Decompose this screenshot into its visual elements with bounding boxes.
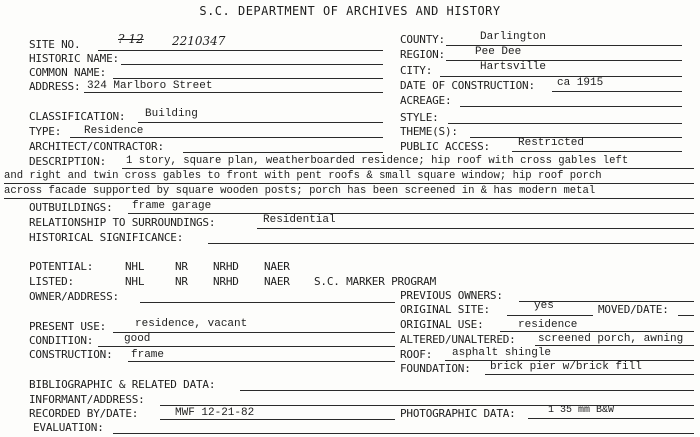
description-rule-1 bbox=[122, 168, 694, 169]
foundation-line bbox=[485, 374, 694, 375]
region-value: Pee Dee bbox=[475, 46, 522, 58]
date-of-construction-line bbox=[552, 91, 682, 92]
original-use-label: ORIGINAL USE: bbox=[400, 318, 484, 331]
present-use-value: residence, vacant bbox=[135, 318, 248, 330]
acreage-label: ACREAGE: bbox=[400, 94, 452, 107]
owner-address-line bbox=[140, 302, 395, 303]
address-line bbox=[84, 92, 383, 93]
sc-marker-program: S.C. MARKER PROGRAM bbox=[314, 275, 437, 288]
address-value: 324 Marlboro Street bbox=[87, 80, 213, 92]
description-rule-2 bbox=[4, 183, 694, 184]
date-of-construction-label: DATE OF CONSTRUCTION: bbox=[400, 79, 535, 92]
construction-label: CONSTRUCTION: bbox=[29, 348, 113, 361]
original-site-line bbox=[507, 315, 593, 316]
classification-label: CLASSIFICATION: bbox=[29, 110, 126, 123]
evaluation-line bbox=[113, 433, 694, 434]
form-title: S.C. DEPARTMENT OF ARCHIVES AND HISTORY bbox=[199, 4, 501, 18]
condition-line bbox=[98, 346, 395, 347]
public-access-label: PUBLIC ACCESS: bbox=[400, 140, 490, 153]
condition-label: CONDITION: bbox=[29, 334, 94, 347]
common-name-line bbox=[113, 78, 383, 79]
classification-line bbox=[138, 122, 383, 123]
recorded-by-value: MWF 12-21-82 bbox=[175, 407, 255, 419]
bibliographic-label: BIBLIOGRAPHIC & RELATED DATA: bbox=[29, 378, 216, 391]
type-value: Residence bbox=[84, 125, 144, 137]
roof-label: ROOF: bbox=[400, 348, 433, 361]
construction-line bbox=[128, 361, 395, 362]
style-line bbox=[448, 123, 682, 124]
original-use-value: residence bbox=[518, 319, 578, 331]
potential-nr: NR bbox=[175, 260, 188, 273]
present-use-label: PRESENT USE: bbox=[29, 320, 107, 333]
potential-label: POTENTIAL: bbox=[29, 260, 94, 273]
altered-label: ALTERED/UNALTERED: bbox=[400, 333, 516, 346]
listed-naer: NAER bbox=[264, 275, 290, 288]
significance-line bbox=[208, 243, 694, 244]
county-value: Darlington bbox=[480, 31, 547, 43]
address-label: ADDRESS: bbox=[29, 80, 81, 93]
evaluation-label: EVALUATION: bbox=[33, 421, 104, 434]
description-line-1: 1 story, square plan, weatherboarded residence; hip roof with cross gables left bbox=[126, 155, 629, 167]
potential-nhl: NHL bbox=[125, 260, 145, 273]
date-of-construction-value: ca 1915 bbox=[557, 77, 604, 89]
type-label: TYPE: bbox=[29, 125, 62, 138]
construction-value: frame bbox=[131, 349, 165, 361]
original-use-line bbox=[500, 331, 694, 332]
site-no-label: SITE NO. bbox=[29, 38, 81, 51]
photographic-line bbox=[528, 418, 694, 419]
owner-address-label: OWNER/ADDRESS: bbox=[29, 290, 119, 303]
listed-nr: NR bbox=[175, 275, 188, 288]
photographic-value: 1 35 mm B&W bbox=[548, 405, 615, 416]
common-name-label: COMMON NAME: bbox=[29, 66, 107, 79]
outbuildings-value: frame garage bbox=[132, 200, 212, 212]
acreage-line bbox=[460, 106, 682, 107]
description-label: DESCRIPTION: bbox=[29, 155, 107, 168]
style-label: STYLE: bbox=[400, 111, 439, 124]
previous-owners-label: PREVIOUS OWNERS: bbox=[400, 289, 503, 302]
foundation-value: brick pier w/brick fill bbox=[490, 361, 642, 373]
moved-date-label: MOVED/DATE: bbox=[598, 303, 669, 316]
public-access-line bbox=[512, 151, 682, 152]
classification-value: Building bbox=[145, 108, 198, 120]
type-line bbox=[70, 137, 383, 138]
listed-nrhd: NRHD bbox=[213, 275, 239, 288]
listed-nhl: NHL bbox=[125, 275, 145, 288]
photographic-label: PHOTOGRAPHIC DATA: bbox=[400, 407, 516, 420]
moved-date-line bbox=[678, 315, 694, 316]
relationship-line bbox=[257, 228, 694, 229]
altered-line bbox=[535, 345, 694, 346]
recorded-by-label: RECORDED BY/DATE: bbox=[29, 407, 139, 420]
condition-value: good bbox=[124, 333, 151, 345]
informant-label: INFORMANT/ADDRESS: bbox=[29, 393, 145, 406]
original-site-label: ORIGINAL SITE: bbox=[400, 303, 490, 316]
architect-label: ARCHITECT/CONTRACTOR: bbox=[29, 140, 164, 153]
relationship-value: Residential bbox=[263, 214, 336, 226]
outbuildings-label: OUTBUILDINGS: bbox=[29, 201, 113, 214]
site-no-old-value: ?-12 bbox=[118, 32, 144, 46]
potential-naer: NAER bbox=[264, 260, 290, 273]
architect-line bbox=[183, 152, 383, 153]
original-site-value: yes bbox=[534, 300, 554, 312]
site-no-line bbox=[98, 50, 383, 51]
site-no-value: 2210347 bbox=[172, 34, 226, 48]
roof-value: asphalt shingle bbox=[452, 347, 552, 359]
historic-name-line bbox=[121, 64, 383, 65]
foundation-label: FOUNDATION: bbox=[400, 362, 471, 375]
relationship-label: RELATIONSHIP TO SURROUNDINGS: bbox=[29, 216, 216, 229]
public-access-value: Restricted bbox=[518, 137, 585, 149]
description-line-3: across facade supported by square wooden posts; porch has been screened in & has modern metal bbox=[4, 185, 596, 197]
region-label: REGION: bbox=[400, 48, 445, 61]
description-rule-3 bbox=[4, 198, 694, 199]
altered-value: screened porch, awning bbox=[538, 333, 684, 345]
potential-nrhd: NRHD bbox=[213, 260, 239, 273]
outbuildings-line bbox=[128, 213, 694, 214]
county-label: COUNTY: bbox=[400, 33, 445, 46]
description-line-2: and right and twin cross gables to front with pent roofs & small square window; hip roof porch bbox=[4, 170, 602, 182]
bibliographic-line bbox=[240, 390, 694, 391]
themes-label: THEME(S): bbox=[400, 125, 458, 138]
historic-name-label: HISTORIC NAME: bbox=[29, 52, 119, 65]
significance-label: HISTORICAL SIGNIFICANCE: bbox=[29, 231, 184, 244]
present-use-line bbox=[113, 332, 395, 333]
recorded-by-line bbox=[160, 419, 395, 420]
listed-label: LISTED: bbox=[29, 275, 74, 288]
city-value: Hartsville bbox=[480, 61, 547, 73]
city-label: CITY: bbox=[400, 64, 433, 77]
